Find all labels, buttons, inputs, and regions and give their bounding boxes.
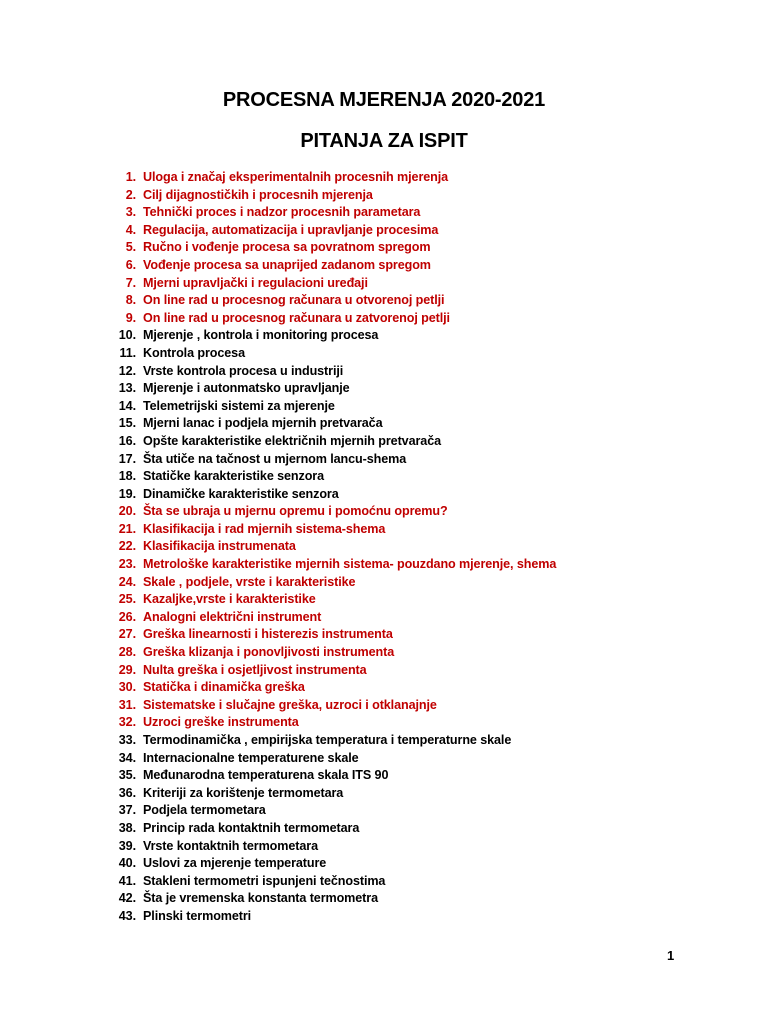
question-number: 14. — [118, 398, 136, 413]
list-item — [112, 275, 752, 293]
question-text: Dinamičke karakteristike senzora — [143, 486, 339, 501]
question-number: 11. — [119, 345, 136, 360]
list-item — [112, 486, 752, 504]
question-number: 34. — [118, 750, 136, 765]
question-text: Skale , podjele, vrste i karakteristike — [143, 574, 356, 589]
question-text: Internacionalne temperaturene skale — [143, 750, 359, 765]
question-text: Cilj dijagnostičkih i procesnih mjerenja — [143, 187, 373, 202]
question-text: Statičke karakteristike senzora — [143, 469, 325, 484]
question-number: 26. — [118, 609, 136, 624]
list-item — [112, 873, 752, 891]
question-text: Greška linearnosti i histerezis instrumenta — [143, 627, 393, 642]
question-number: 41. — [118, 873, 136, 888]
list-item — [112, 345, 752, 363]
question-text: Sistematske i slučajne greška, uzroci i otklanajnje — [143, 697, 437, 712]
question-number: 42. — [118, 891, 136, 906]
question-number: 30. — [118, 680, 136, 695]
list-item — [112, 187, 752, 205]
list-item — [112, 732, 752, 750]
list-item — [112, 644, 752, 662]
list-item — [112, 591, 752, 609]
question-text: Kriteriji za korištenje termometara — [143, 785, 344, 800]
question-number: 29. — [118, 662, 136, 677]
question-number: 43. — [118, 908, 136, 923]
question-text: Uloga i značaj eksperimentalnih procesnih mjerenja — [143, 170, 449, 184]
question-text: Tehnički proces i nadzor procesnih parametara — [143, 205, 421, 220]
list-item — [112, 239, 752, 257]
list-item — [112, 292, 752, 310]
question-number: 18. — [118, 469, 136, 484]
question-number: 3. — [125, 205, 136, 220]
question-number: 7. — [125, 275, 136, 290]
page-number: 1 — [667, 948, 675, 963]
question-text: Greška klizanja i ponovljivosti instrumenta — [143, 645, 395, 660]
question-number: 19. — [118, 486, 136, 501]
list-item — [112, 204, 752, 222]
list-item — [112, 468, 752, 486]
list-item — [112, 363, 752, 381]
list-item — [112, 451, 752, 469]
question-text: Analogni električni instrument — [143, 609, 322, 624]
question-number: 12. — [118, 363, 136, 378]
question-number: 37. — [118, 803, 136, 818]
document-title: PROCESNA MJERENJA 2020-2021 — [222, 89, 546, 111]
question-text: Nulta greška i osjetljivost instrumenta — [143, 662, 367, 677]
question-number: 5. — [125, 240, 136, 255]
question-number: 24. — [118, 574, 136, 589]
list-item — [112, 415, 752, 433]
list-item — [112, 257, 752, 275]
list-item — [112, 503, 752, 521]
list-item — [112, 820, 752, 838]
document-subtitle: PITANJA ZA ISPIT — [300, 130, 468, 152]
question-text: Termodinamička , empirijska temperatura i temperaturne skale — [143, 733, 512, 747]
question-number: 20. — [118, 504, 136, 519]
question-number: 16. — [118, 433, 136, 448]
question-number: 38. — [118, 820, 136, 835]
question-number: 13. — [118, 381, 136, 396]
question-number: 1. — [125, 170, 136, 184]
question-number: 9. — [125, 310, 136, 325]
list-item — [112, 802, 752, 820]
list-item — [112, 433, 752, 451]
question-text: Metrološke karakteristike mjernih sistema- pouzdano mjerenje, shema — [143, 557, 557, 572]
list-item — [112, 890, 752, 908]
list-item — [112, 521, 752, 539]
question-text: Statička i dinamička greška — [143, 680, 305, 695]
list-item — [112, 538, 752, 556]
question-text: Mjerenje , kontrola i monitoring procesa — [143, 328, 379, 343]
question-text: Kontrola procesa — [143, 345, 245, 360]
question-text: Klasifikacija instrumenata — [143, 539, 296, 554]
question-text: Vrste kontrola procesa u industriji — [143, 363, 344, 378]
question-text: On line rad u procesnog računara u zatvorenoj petlji — [143, 310, 450, 325]
question-number: 8. — [125, 293, 136, 308]
list-item — [112, 574, 752, 592]
question-text: On line rad u procesnog računara u otvorenoj petlji — [143, 293, 445, 308]
list-item — [112, 398, 752, 416]
question-text: Plinski termometri — [143, 908, 252, 923]
question-number: 25. — [118, 592, 136, 607]
list-item — [112, 838, 752, 856]
question-number: 32. — [118, 715, 136, 730]
list-item — [112, 609, 752, 627]
question-number: 2. — [125, 187, 136, 202]
question-number: 28. — [118, 645, 136, 660]
list-item — [112, 697, 752, 715]
question-number: 23. — [118, 557, 136, 572]
question-text: Šta se ubraja u mjernu opremu i pomoćnu opremu? — [143, 504, 448, 519]
list-item — [112, 169, 752, 187]
question-number: 31. — [118, 697, 136, 712]
list-item — [112, 855, 752, 873]
question-text: Telemetrijski sistemi za mjerenje — [143, 398, 335, 413]
question-text: Ručno i vođenje procesa sa povratnom spregom — [143, 240, 431, 255]
question-number: 40. — [118, 856, 136, 871]
question-text: Šta utiče na tačnost u mjernom lancu-shema — [143, 451, 407, 466]
question-text: Princip rada kontaktnih termometara — [143, 820, 360, 835]
list-item — [112, 714, 752, 732]
question-text: Mjerni lanac i podjela mjernih pretvarača — [143, 416, 383, 431]
question-text: Opšte karakteristike električnih mjernih pretvarača — [143, 433, 441, 448]
question-text: Mjerni upravljački i regulacioni uređaji — [143, 275, 368, 290]
question-text: Šta je vremenska konstanta termometra — [143, 891, 378, 906]
list-item — [112, 767, 752, 785]
question-number: 17. — [118, 451, 136, 466]
list-item — [112, 908, 752, 926]
question-text: Klasifikacija i rad mjernih sistema-shema — [143, 521, 386, 536]
list-item — [112, 327, 752, 345]
list-item — [112, 222, 752, 240]
question-text: Međunarodna temperaturena skala ITS 90 — [143, 768, 389, 783]
question-text: Podjela termometara — [143, 803, 266, 818]
question-text: Vođenje procesa sa unaprijed zadanom spregom — [143, 257, 431, 272]
question-number: 15. — [118, 416, 136, 431]
list-item — [112, 380, 752, 398]
question-number: 35. — [118, 768, 136, 783]
list-item — [112, 750, 752, 768]
question-text: Uslovi za mjerenje temperature — [143, 856, 327, 871]
question-number: 33. — [118, 733, 136, 747]
list-item — [112, 556, 752, 574]
list-item — [112, 626, 752, 644]
question-text: Uzroci greške instrumenta — [143, 715, 299, 730]
list-item — [112, 310, 752, 328]
list-item — [112, 679, 752, 697]
question-number: 10. — [118, 328, 136, 343]
question-number: 6. — [125, 257, 136, 272]
question-text: Mjerenje i autonmatsko upravljanje — [143, 381, 350, 396]
question-text: Stakleni termometri ispunjeni tečnostima — [143, 873, 386, 888]
question-number: 4. — [125, 222, 136, 237]
question-number: 36. — [118, 785, 136, 800]
question-text: Vrste kontaktnih termometara — [143, 838, 318, 853]
list-item — [112, 785, 752, 803]
question-number: 21. — [118, 521, 136, 536]
question-list — [112, 169, 752, 926]
question-number: 39. — [118, 838, 136, 853]
question-text: Regulacija, automatizacija i upravljanje procesima — [143, 222, 439, 237]
question-number: 22. — [118, 539, 136, 554]
question-number: 27. — [118, 627, 136, 642]
list-item — [112, 662, 752, 680]
question-text: Kazaljke,vrste i karakteristike — [143, 592, 316, 607]
